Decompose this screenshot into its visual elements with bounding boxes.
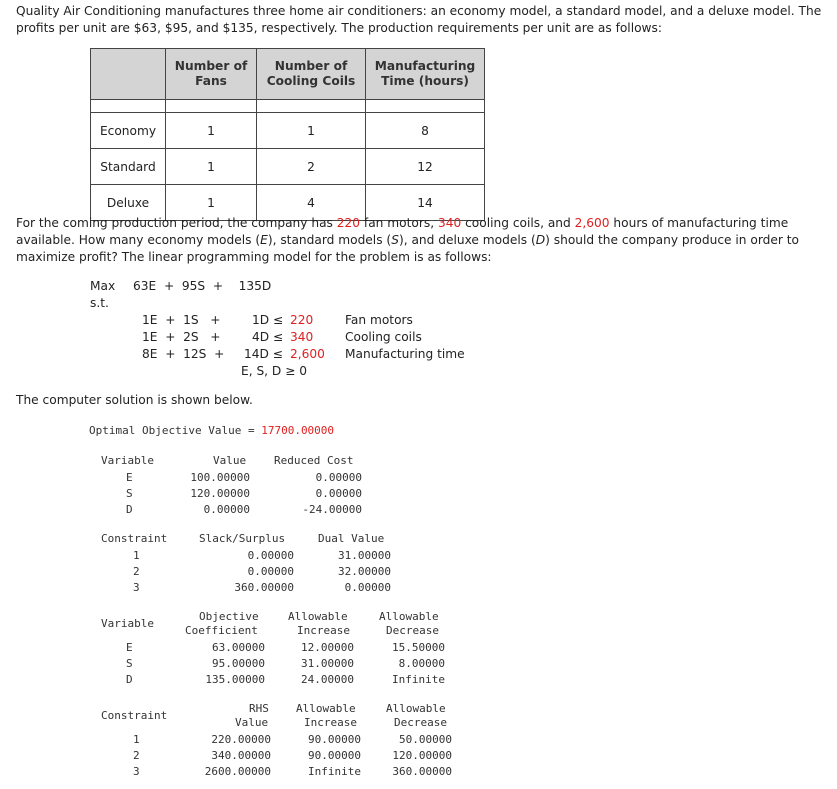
rhs-con-name: 1 xyxy=(133,733,140,746)
table-spacer xyxy=(91,100,485,113)
obj-dec: 8.00000 xyxy=(398,657,445,670)
problem-line-2: available. How many economy models (E), standard models (S), and deluxe models (D) should the company produce in order to xyxy=(16,233,799,247)
header-fans: Number of Fans xyxy=(166,49,257,100)
obj-header-dec1: Allowable xyxy=(379,610,439,623)
cell-fans: 1 xyxy=(166,185,257,221)
con-name: 2 xyxy=(133,565,140,578)
var-reduced: 0.00000 xyxy=(315,487,362,500)
table-row xyxy=(91,113,485,149)
obj-inc: 24.00000 xyxy=(301,673,354,686)
constraint-d-1: 1D ≤ xyxy=(252,313,284,327)
constraint-name-3: Manufacturing time xyxy=(345,347,465,361)
max-label: Max xyxy=(90,279,116,293)
rhs-header-inc1: Allowable xyxy=(296,702,356,715)
var-value: 120.00000 xyxy=(190,487,250,500)
cell-fans: 1 xyxy=(166,149,257,185)
nonnegativity: E, S, D ≥ 0 xyxy=(241,364,308,378)
obj-header-variable: Variable xyxy=(101,617,154,630)
rhs-header-dec2: Decrease xyxy=(394,716,447,729)
var-header-value: Value xyxy=(213,454,247,467)
rhs-inc: 90.00000 xyxy=(308,749,361,762)
var-name: D xyxy=(126,503,133,516)
rhs-dec: 360.00000 xyxy=(392,765,452,778)
constraint-rhs-2: 340 xyxy=(290,330,314,344)
var-header-variable: Variable xyxy=(101,454,154,467)
table-header-row xyxy=(91,49,485,100)
requirements-table xyxy=(90,48,485,221)
con-dual: 31.00000 xyxy=(338,549,391,562)
obj-dec: 15.50000 xyxy=(392,641,445,654)
con-name: 1 xyxy=(133,549,140,562)
constraint-lhs-3: 8E + 12S + xyxy=(142,347,225,361)
con-header-dual: Dual Value xyxy=(318,532,385,545)
var-name: S xyxy=(126,487,133,500)
obj-coef: 135.00000 xyxy=(205,673,265,686)
row-label: Economy xyxy=(91,113,166,149)
st-label: s.t. xyxy=(90,296,109,310)
rhs-con-name: 2 xyxy=(133,749,140,762)
constraint-name-1: Fan motors xyxy=(345,313,413,327)
obj-header-coef2: Coefficient xyxy=(185,624,258,637)
row-label: Deluxe xyxy=(91,185,166,221)
rhs-dec: 50.00000 xyxy=(399,733,452,746)
obj-inc: 31.00000 xyxy=(301,657,354,670)
corner-cell xyxy=(91,49,166,100)
obj-var-name: S xyxy=(126,657,133,670)
header-time: Manufacturing Time (hours) xyxy=(366,49,485,100)
obj-header-dec2: Decrease xyxy=(386,624,439,637)
var-header-reduced: Reduced Cost xyxy=(274,454,354,467)
obj-inc: 12.00000 xyxy=(301,641,354,654)
rhs-header-constraint: Constraint xyxy=(101,709,168,722)
var-name: E xyxy=(126,471,133,484)
rhs-header-rhs2: Value xyxy=(235,716,269,729)
cell-coils: 1 xyxy=(257,113,366,149)
header-coils: Number of Cooling Coils xyxy=(257,49,366,100)
cell-fans: 1 xyxy=(166,113,257,149)
con-dual: 0.00000 xyxy=(344,581,391,594)
obj-coef: 63.00000 xyxy=(212,641,265,654)
obj-var-name: D xyxy=(126,673,133,686)
obj-header-inc1: Allowable xyxy=(288,610,348,623)
constraint-rhs-1: 220 xyxy=(290,313,314,327)
constraint-name-2: Cooling coils xyxy=(345,330,422,344)
constraint-d-2: 4D ≤ xyxy=(252,330,284,344)
cell-time: 12 xyxy=(366,149,485,185)
var-value: 0.00000 xyxy=(203,503,250,516)
problem-line-1: For the coming production period, the company has 220 fan motors, 340 cooling coils, and 2,600 hours of manufacturing time xyxy=(16,216,789,230)
obj-header-inc2: Increase xyxy=(297,624,350,637)
rhs-con-name: 3 xyxy=(133,765,140,778)
intro-paragraph xyxy=(16,3,828,37)
intro-line-2: profits per unit are $63, $95, and $135, respectively. The production requirements per unit are as follows: xyxy=(16,21,662,35)
con-name: 3 xyxy=(133,581,140,594)
con-dual: 32.00000 xyxy=(338,565,391,578)
con-header-constraint: Constraint xyxy=(101,532,168,545)
rhs-inc: Infinite xyxy=(308,765,361,778)
rhs-header-dec1: Allowable xyxy=(386,702,446,715)
cell-time: 14 xyxy=(366,185,485,221)
rhs-header-inc2: Increase xyxy=(304,716,357,729)
cell-coils: 2 xyxy=(257,149,366,185)
optimal-objective: Optimal Objective Value = 17700.00000 xyxy=(89,424,335,437)
var-reduced: 0.00000 xyxy=(315,471,362,484)
con-slack: 0.00000 xyxy=(247,565,294,578)
table-row xyxy=(91,149,485,185)
rhs-value: 220.00000 xyxy=(211,733,271,746)
problem-paragraph xyxy=(16,215,828,266)
row-label: Standard xyxy=(91,149,166,185)
var-value: 100.00000 xyxy=(190,471,250,484)
rhs-value: 340.00000 xyxy=(211,749,271,762)
intro-line-1: Quality Air Conditioning manufactures three home air conditioners: an economy model, a standard model, and a deluxe model. The xyxy=(16,4,822,18)
rhs-value: 2600.00000 xyxy=(204,765,271,778)
var-reduced: -24.00000 xyxy=(302,503,362,516)
objective-function: 63E + 95S + 135D xyxy=(133,279,272,293)
con-slack: 0.00000 xyxy=(247,549,294,562)
solution-intro: The computer solution is shown below. xyxy=(16,393,253,407)
rhs-dec: 120.00000 xyxy=(392,749,452,762)
obj-header-coef1: Objective xyxy=(199,610,259,623)
con-header-slack: Slack/Surplus xyxy=(199,532,286,545)
obj-dec: Infinite xyxy=(392,673,445,686)
cell-time: 8 xyxy=(366,113,485,149)
rhs-inc: 90.00000 xyxy=(308,733,361,746)
constraint-lhs-2: 1E + 2S + xyxy=(142,330,221,344)
rhs-header-rhs1: RHS xyxy=(249,702,269,715)
obj-coef: 95.00000 xyxy=(212,657,265,670)
obj-var-name: E xyxy=(126,641,133,654)
con-slack: 360.00000 xyxy=(234,581,294,594)
constraint-rhs-3: 2,600 xyxy=(290,347,325,361)
problem-line-3: maximize profit? The linear programming model for the problem is as follows: xyxy=(16,250,492,264)
constraint-d-3: 14D ≤ xyxy=(244,347,283,361)
cell-coils: 4 xyxy=(257,185,366,221)
constraint-lhs-1: 1E + 1S + xyxy=(142,313,221,327)
